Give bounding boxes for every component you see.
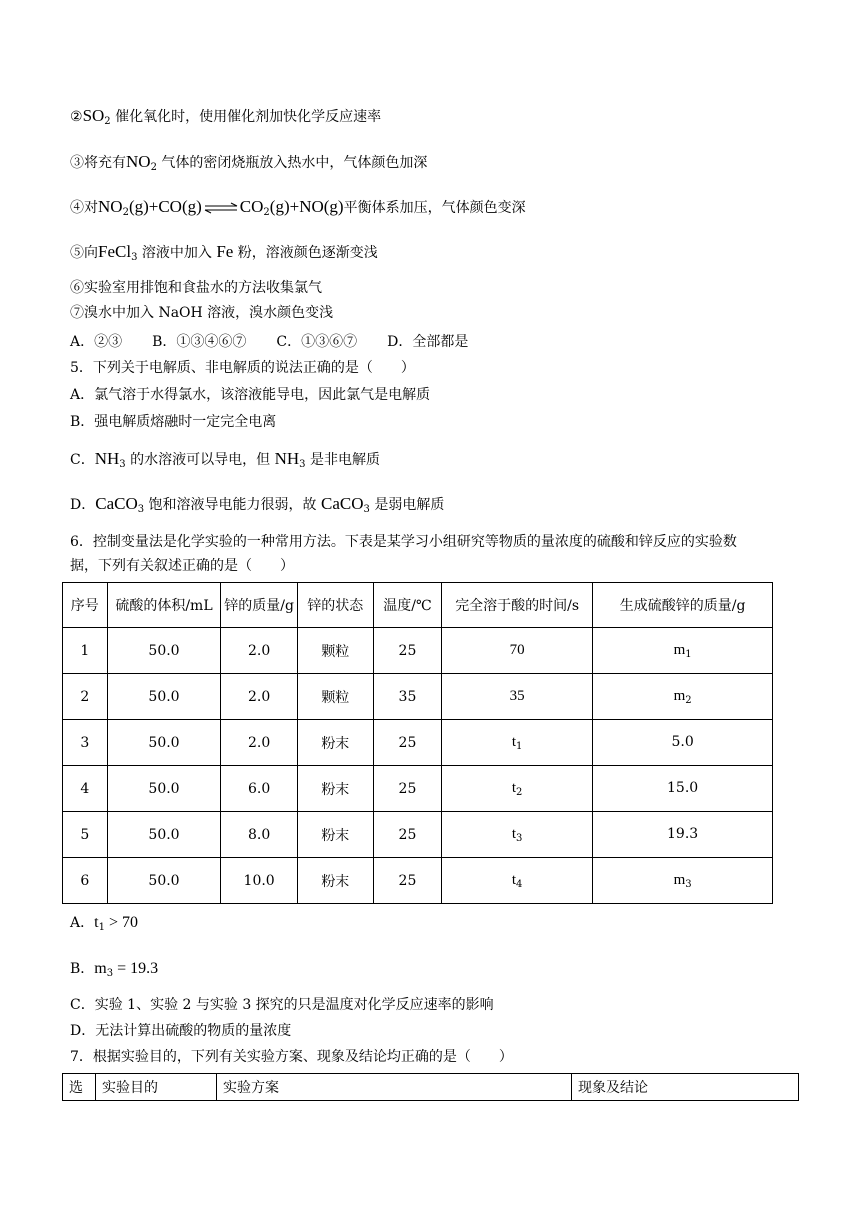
table-header-row (63, 583, 773, 628)
table-row: 3 50.0 2.0 粉末 25 $t_1$ 5.0 (63, 720, 773, 766)
q5-option-d: D．CaCO$_3$ 饱和溶液导电能力很弱，故 CaCO$_3$ 是弱电解质 (70, 494, 445, 515)
q5-option-a: A．氯气溶于水得氯水，该溶液能导电，因此氯气是电解质 (70, 387, 431, 403)
q5-option-c: C．$NH_3$ 的水溶液可以导电，但 $NH_3$ 是非电解质 (70, 449, 380, 470)
q6-option-b: B．$m_3 = 19.3$ (70, 960, 159, 979)
q7-stem: 7．根据实验目的，下列有关实验方案、现象及结论均正确的是（ ） (70, 1049, 513, 1065)
q6-option-c: C．实验 1、实验 2 与实验 3 探究的只是温度对化学反应速率的影响 (70, 997, 494, 1013)
q4-option-b: B．①③④⑥⑦ (152, 334, 247, 350)
header-cell: 完全溶于酸的时间/s (442, 583, 593, 628)
header-cell: 生成硫酸锌的质量/g (593, 583, 773, 628)
q6-option-d: D．无法计算出硫酸的物质的量浓度 (70, 1023, 292, 1039)
statement-5: ⑤向FeCl$_3$ 溶液中加入 Fe 粉，溶液颜色逐渐变浅 (70, 242, 378, 263)
q4-options (70, 332, 468, 352)
q4-option-a: A．②③ (70, 334, 123, 350)
table-row: 6 50.0 10.0 粉末 25 $t_4$ $m_3$ (63, 858, 773, 904)
table-row: 5 50.0 8.0 粉末 25 $t_3$ 19.3 (63, 812, 773, 858)
statement-4: ④对$NO_2(g)+CO(g)$ $CO_2(g)+NO(g)$平衡体系加压，气体颜色变深 (70, 197, 526, 218)
q6-data-table (62, 582, 773, 904)
header-cell: 锌的状态 (297, 583, 373, 628)
header-cell: 序号 (63, 583, 108, 628)
statement-2: $②SO_2$ 催化氧化时，使用催化剂加快化学反应速率 (70, 106, 382, 127)
q6-stem-line-2: 据，下列有关叙述正确的是（ ） (70, 558, 294, 574)
q7-table (62, 1073, 799, 1101)
statement-7: ⑦溴水中加入 NaOH 溶液，溴水颜色变浅 (70, 305, 334, 321)
header-cell: 硫酸的体积/mL (107, 583, 221, 628)
q6-option-a: A．$t_1 > 70$ (70, 914, 138, 933)
q4-option-c: C．①③⑥⑦ (276, 334, 358, 350)
table-header-row (63, 1074, 799, 1101)
table-row: 4 50.0 6.0 粉末 25 $t_2$ 15.0 (63, 766, 773, 812)
table-row: 1 50.0 2.0 颗粒 25 70 $m_1$ (63, 628, 773, 674)
statement-3: ③将充有$NO_2$ 气体的密闭烧瓶放入热水中，气体颜色加深 (70, 152, 428, 173)
equilibrium-arrow-icon (204, 202, 238, 214)
q6-stem-line-1: 6．控制变量法是化学实验的一种常用方法。下表是某学习小组研究等物质的量浓度的硫酸和锌反应的实验数 (70, 534, 737, 550)
q5-stem: 5．下列关于电解质、非电解质的说法正确的是（ ） (70, 360, 415, 376)
header-cell: 实验方案 (217, 1074, 572, 1101)
header-cell: 现象及结论 (572, 1074, 799, 1101)
header-cell: 实验目的 (96, 1074, 217, 1101)
header-cell: 选 (63, 1074, 96, 1101)
header-cell: 温度/℃ (373, 583, 441, 628)
q4-option-d: D．全部都是 (387, 334, 469, 350)
header-cell: 锌的质量/g (221, 583, 297, 628)
table-row: 2 50.0 2.0 颗粒 35 35 $m_2$ (63, 674, 773, 720)
q5-option-b: B．强电解质熔融时一定完全电离 (70, 414, 277, 430)
statement-6: ⑥实验室用排饱和食盐水的方法收集氯气 (70, 280, 322, 296)
